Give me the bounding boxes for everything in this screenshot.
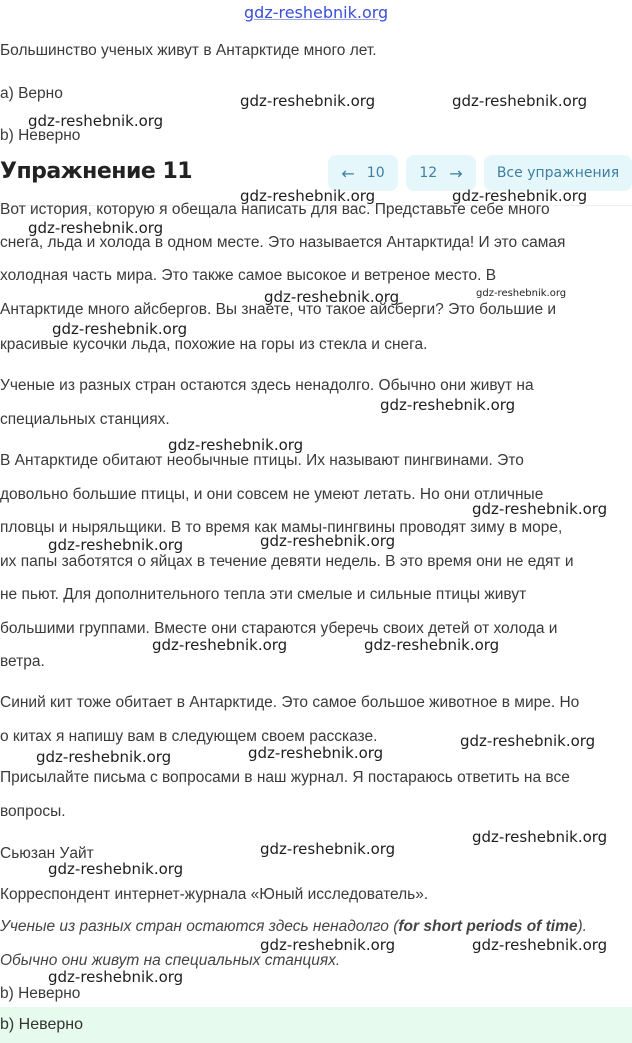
option-b: b) Неверно — [0, 127, 81, 144]
watermark: gdz-reshebnik.org — [36, 748, 172, 766]
story-line: ветра. — [0, 653, 45, 670]
exercise-title: Упражнение 11 — [0, 159, 193, 184]
story-line: Синий кит тоже обитает в Антарктиде. Это самое большое животное в мире. Но — [0, 694, 580, 711]
watermark: gdz-reshebnik.org — [260, 532, 396, 550]
explanation-line-1 — [0, 918, 587, 936]
story-line: снега, льда и холода в одном месте. Это называется Антарктида! И это самая — [0, 234, 566, 251]
option-a: а) Верно — [0, 85, 63, 102]
author-title: Корреспондент интернет-журнала «Юный исследователь». — [0, 886, 429, 903]
watermark: gdz-reshebnik.org — [364, 636, 500, 654]
story-line: Вот история, которую я обещала написать для вас. Представьте себе много — [0, 201, 550, 218]
watermark: gdz-reshebnik.org — [28, 112, 164, 130]
story-line: их папы заботятся о яйцах в течение девяти недель. В это время они не едят и — [0, 553, 574, 570]
story-line: Ученые из разных стран остаются здесь ненадолго. Обычно они живут на — [0, 377, 534, 394]
watermark: gdz-reshebnik.org — [380, 396, 516, 414]
watermark: gdz-reshebnik.org — [52, 320, 188, 338]
arrow-left-icon: ← — [341, 163, 355, 183]
story-line: Антарктиде много айсбергов. Вы знаете, что такое айсберги? Это большие и — [0, 301, 557, 318]
watermark: gdz-reshebnik.org — [240, 92, 376, 110]
watermark: gdz-reshebnik.org — [472, 828, 608, 846]
watermark: gdz-reshebnik.org — [260, 936, 396, 954]
explanation-translation: for short periods of time — [398, 918, 578, 935]
next-exercise-button[interactable] — [406, 155, 476, 191]
watermark: gdz-reshebnik.org — [452, 187, 588, 205]
watermark: gdz-reshebnik.org — [260, 840, 396, 858]
story-line: Присылайте письма с вопросами в наш журнал. Я постараюсь ответить на все — [0, 769, 570, 786]
prev-exercise-button[interactable] — [328, 155, 398, 191]
explanation-text: Ученые из разных стран остаются здесь ненадолго ( — [0, 918, 399, 935]
story-line: большими группами. Вместе они стараются уберечь своих детей от холода и — [0, 620, 558, 637]
watermark: gdz-reshebnik.org — [48, 860, 184, 878]
watermark: gdz-reshebnik.org — [476, 288, 567, 299]
watermark: gdz-reshebnik.org — [460, 732, 596, 750]
story-line: красивые кусочки льда, похожие на горы из стекла и снега. — [0, 336, 428, 353]
story-line: В Антарктиде обитают необычные птицы. Их называют пингвинами. Это — [0, 452, 524, 469]
watermark: gdz-reshebnik.org — [248, 744, 384, 762]
answer-box — [0, 1007, 632, 1043]
watermark: gdz-reshebnik.org — [152, 636, 288, 654]
story-line: довольно большие птицы, и они совсем не умеют летать. Но они отличные — [0, 486, 544, 503]
watermark-top: gdz-reshebnik.org — [244, 3, 389, 22]
author-name: Сьюзан Уайт — [0, 845, 94, 862]
story-line: холодная часть мира. Это также самое высокое и ветреное место. В — [0, 267, 497, 284]
story-line: не пьют. Для дополнительного тепла эти смелые и сильные птицы живут — [0, 586, 527, 603]
result-text: b) Неверно — [0, 985, 81, 1002]
story-line: вопросы. — [0, 803, 66, 820]
watermark: gdz-reshebnik.org — [240, 187, 376, 205]
all-exercises-button[interactable] — [484, 155, 632, 191]
watermark: gdz-reshebnik.org — [168, 436, 304, 454]
story-line: о китах я напишу вам в следующем своем рассказе. — [0, 728, 378, 745]
answer-text: b) Неверно — [0, 1016, 83, 1033]
watermark: gdz-reshebnik.org — [48, 536, 184, 554]
all-exercises-label: Все упражнения — [496, 165, 620, 181]
watermark: gdz-reshebnik.org — [48, 968, 184, 986]
watermark: gdz-reshebnik.org — [472, 936, 608, 954]
question-statement: Большинство ученых живут в Антарктиде много лет. — [0, 42, 377, 59]
watermark: gdz-reshebnik.org — [28, 219, 164, 237]
prev-exercise-label: 10 — [366, 165, 385, 181]
next-exercise-label: 12 — [419, 165, 438, 181]
watermark: gdz-reshebnik.org — [264, 288, 400, 306]
arrow-right-icon: → — [449, 163, 463, 183]
explanation-line-2: Обычно они живут на специальных станциях. — [0, 952, 341, 969]
story-line: пловцы и ныряльщики. В то время как мамы-пингвины проводят зиму в море, — [0, 519, 563, 536]
watermark: gdz-reshebnik.org — [472, 500, 608, 518]
explanation-end: ). — [577, 918, 587, 935]
watermark: gdz-reshebnik.org — [452, 92, 588, 110]
story-line: специальных станциях. — [0, 411, 170, 428]
